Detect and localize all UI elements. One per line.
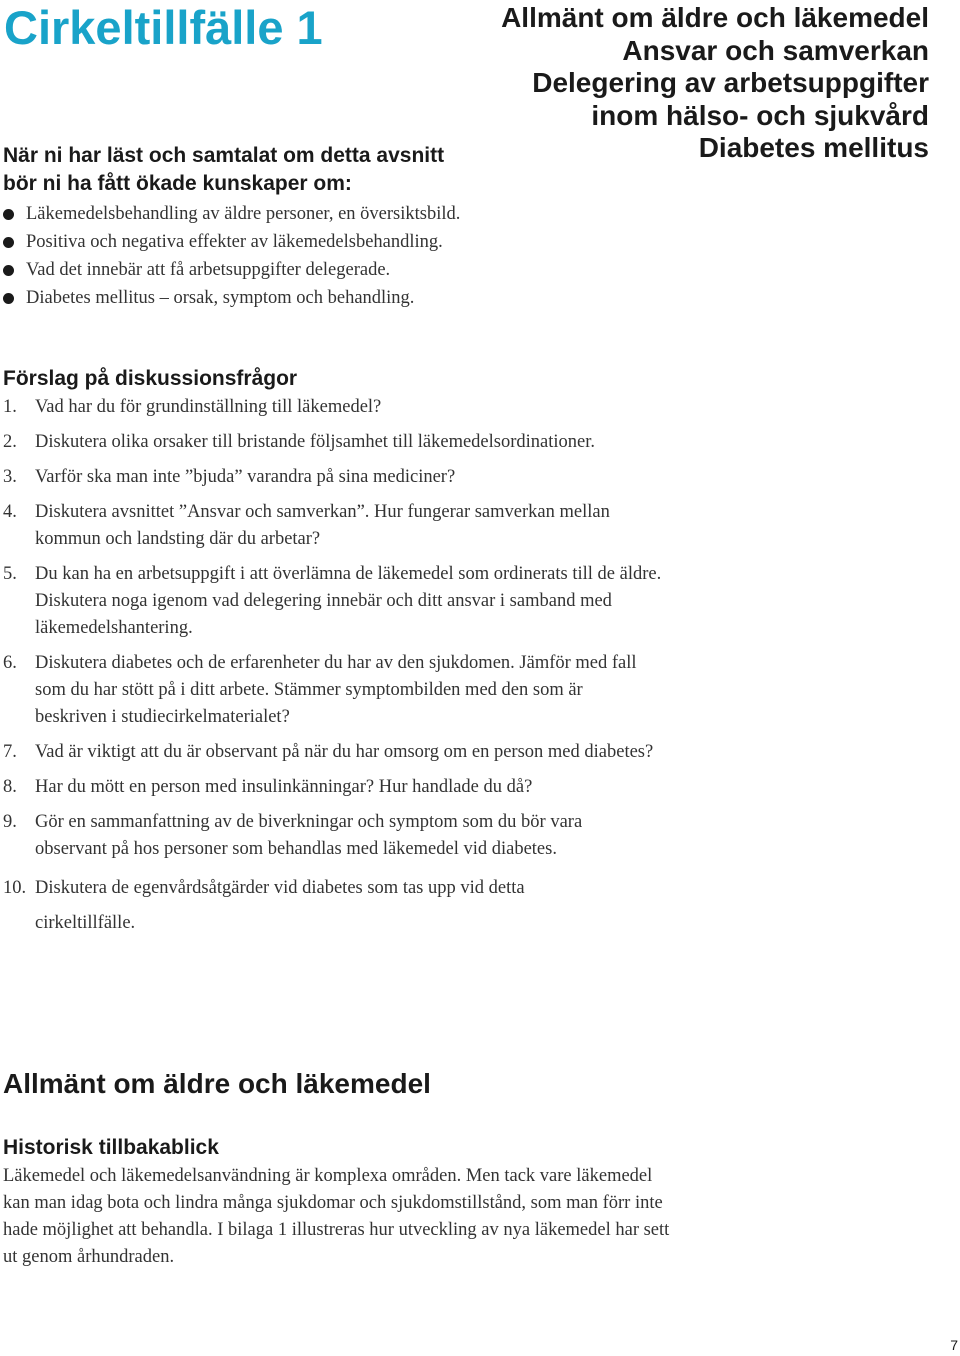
topic-item: Delegering av arbetsuppgifter	[532, 67, 929, 98]
learning-goals-list	[3, 200, 460, 312]
question-item	[3, 394, 683, 421]
question-number: 9.	[3, 812, 17, 832]
section-title: Allmänt om äldre och läkemedel	[3, 1068, 431, 1099]
goal-item: Positiva och negativa effekter av läkemedelsbehandling.	[3, 228, 460, 256]
question-number: 3.	[3, 467, 17, 487]
question-item	[3, 561, 683, 642]
bullet-icon	[3, 209, 14, 220]
question-text: Diskutera avsnittet ”Ansvar och samverkan”. Hur fungerar samverkan mellan kommun och landsting där du arbetar?	[35, 502, 610, 549]
question-item	[3, 650, 683, 731]
bullet-icon	[3, 293, 14, 304]
goal-item: Vad det innebär att få arbetsuppgifter delegerade.	[3, 256, 460, 284]
goal-item: Diabetes mellitus – orsak, symptom och behandling.	[3, 284, 460, 312]
intro-line: bör ni ha fått ökade kunskaper om:	[3, 172, 352, 195]
bullet-icon	[3, 265, 14, 276]
question-number: 6.	[3, 653, 17, 673]
question-text: Gör en sammanfattning av de biverkningar och symptom som du bör vara observant på hos personer som behandlas med läkemedel vid diabetes.	[35, 812, 583, 859]
question-text: Du kan ha en arbetsuppgift i att överlämna de läkemedel som ordinerats till de äldre. Diskutera noga igenom vad delegering innebär och ditt ansvar i samband med läkemedelshantering.	[35, 564, 662, 638]
goal-item: Läkemedelsbehandling av äldre personer, en översiktsbild.	[3, 200, 460, 228]
question-number: 2.	[3, 432, 17, 452]
topic-list	[409, 2, 929, 165]
question-number: 8.	[3, 777, 17, 797]
bullet-icon	[3, 237, 14, 248]
topic-item: Ansvar och samverkan	[622, 34, 929, 66]
question-text: Vad har du för grundinställning till läkemedel?	[35, 397, 382, 417]
question-number: 1.	[3, 397, 17, 417]
question-number: 10.	[3, 878, 27, 898]
question-item	[3, 429, 683, 456]
topic-item: Diabetes mellitus	[698, 132, 929, 163]
question-text: Diskutera de egenvårdsåtgärder vid diabetes som tas upp vid detta cirkeltillfälle.	[35, 878, 525, 933]
section-subtitle: Historisk tillbakablick	[3, 1136, 219, 1159]
topic-item: Allmänt om äldre och läkemedel	[501, 2, 929, 33]
topic-item: inom hälso- och sjukvård	[591, 99, 929, 131]
question-text: Diskutera diabetes och de erfarenheter du har av den sjukdomen. Jämför med fall som du har stött på i ditt arbete. Stämmer symptombilden med den som är beskriven i studiecirkelmaterialet?	[35, 653, 637, 727]
intro-line: När ni har läst och samtalat om detta avsnitt	[3, 144, 445, 167]
section-paragraph: Läkemedel och läkemedelsanvändning är komplexa områden. Men tack vare läkemedel kan man idag bota och lindra många sjukdomar och sjukdomstillstånd, som man förr inte hade möjlighet att behandla. I bilaga 1 illustreras hur utveckling av nya läkemedel har sett ut genom århundraden.	[3, 1166, 670, 1267]
question-number: 7.	[3, 742, 17, 762]
page-number: 7	[950, 1337, 958, 1353]
page-title: Cirkeltillfälle 1	[4, 1, 323, 54]
question-item	[3, 464, 683, 491]
question-item	[3, 739, 683, 766]
question-text: Diskutera olika orsaker till bristande följsamhet till läkemedelsordinationer.	[35, 432, 595, 452]
question-number: 4.	[3, 502, 17, 522]
discussion-heading: Förslag på diskussionsfrågor	[3, 367, 298, 390]
question-text: Varför ska man inte ”bjuda” varandra på sina mediciner?	[35, 467, 456, 487]
question-item	[3, 809, 683, 863]
learning-goals-intro	[3, 142, 444, 198]
question-number: 5.	[3, 564, 17, 584]
question-text: Vad är viktigt att du är observant på när du har omsorg om en person med diabetes?	[35, 742, 654, 762]
question-item	[3, 871, 683, 941]
question-item	[3, 499, 683, 553]
question-item	[3, 774, 683, 801]
discussion-questions	[3, 394, 683, 949]
question-text: Har du mött en person med insulinkänningar? Hur handlade du då?	[35, 777, 533, 797]
